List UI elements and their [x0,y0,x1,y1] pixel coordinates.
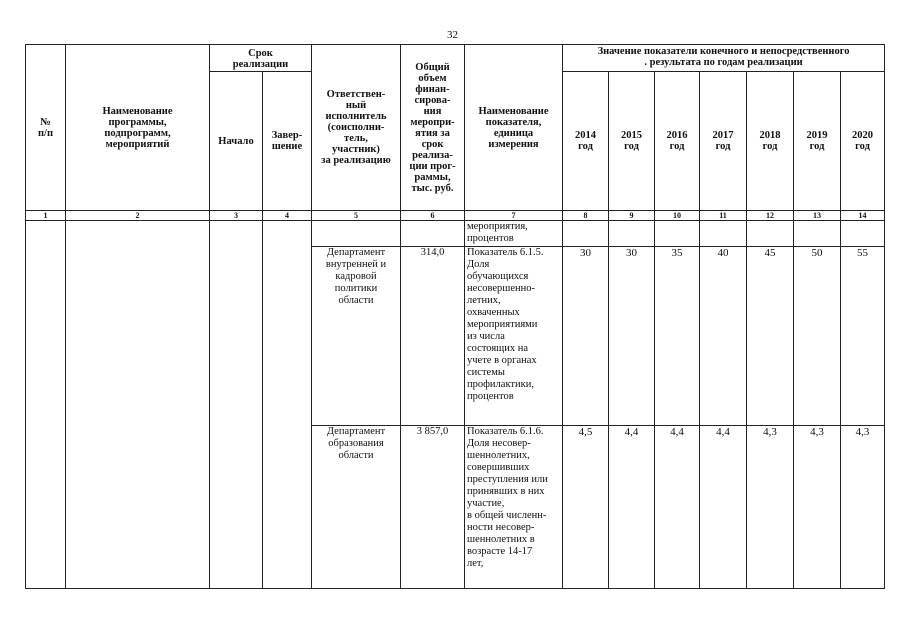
header-term: Срок реализации [210,45,312,72]
page-number: 32 [447,29,458,41]
row-value: 55 [841,247,885,426]
header-start: Начало [210,72,263,211]
row-value: 45 [747,247,794,426]
column-number-row [26,211,885,221]
cell-no-empty [26,221,66,589]
column-number: 1 [26,211,66,221]
header-volume: Общий объем финан- сирова- ния меропри- ятия за срок реализа- ции прог- раммы, тыс. руб. [401,45,465,211]
row-indicator: мероприятия, процентов [465,221,563,247]
table-row [26,221,885,247]
column-number: 5 [312,211,401,221]
header-year: 2019 год [794,72,841,211]
header-year: 2017 год [700,72,747,211]
row-value: 4,3 [794,426,841,589]
row-value [563,221,609,247]
row-value: 30 [563,247,609,426]
row-volume [401,221,465,247]
column-number: 9 [609,211,655,221]
row-value [655,221,700,247]
row-value: 35 [655,247,700,426]
row-value [609,221,655,247]
column-number: 4 [263,211,312,221]
column-number: 8 [563,211,609,221]
column-number: 3 [210,211,263,221]
row-value: 40 [700,247,747,426]
row-value [794,221,841,247]
program-table [25,44,885,589]
cell-end-empty [263,221,312,589]
header-end: Завер- шение [263,72,312,211]
header-name: Наименование программы, подпрограмм, мероприятий [66,45,210,211]
header-year: 2015 год [609,72,655,211]
row-value: 4,4 [700,426,747,589]
header-year: 2020 год [841,72,885,211]
row-volume: 314,0 [401,247,465,426]
column-number: 2 [66,211,210,221]
row-value: 30 [609,247,655,426]
cell-name-empty [66,221,210,589]
column-number: 13 [794,211,841,221]
row-value [747,221,794,247]
row-value: 4,3 [747,426,794,589]
row-value: 4,4 [609,426,655,589]
header-indicator: Наименование показателя, единица измерения [465,45,563,211]
column-number: 11 [700,211,747,221]
row-executor: Департамент образования области [312,426,401,589]
column-number: 7 [465,211,563,221]
header-year: 2014 год [563,72,609,211]
header-year: 2016 год [655,72,700,211]
column-number: 14 [841,211,885,221]
row-indicator: Показатель 6.1.5. Доля обучающихся несовершенно- летних, охваченных мероприятиями из числа состоящих на учете в органах системы профилактики, процентов [465,247,563,426]
header-no: № п/п [26,45,66,211]
row-value [700,221,747,247]
column-number: 6 [401,211,465,221]
row-value: 50 [794,247,841,426]
column-number: 10 [655,211,700,221]
row-executor: Департамент внутренней и кадровой политики области [312,247,401,426]
header-row-1 [26,45,885,72]
row-volume: 3 857,0 [401,426,465,589]
row-value: 4,5 [563,426,609,589]
row-value: 4,3 [841,426,885,589]
row-value [841,221,885,247]
column-number: 12 [747,211,794,221]
cell-start-empty [210,221,263,589]
header-values-group: Значение показатели конечного и непосредственного . результата по годам реализации [563,45,885,72]
header-executor: Ответствен- ный исполнитель (соисполни- тель, участник) за реализацию [312,45,401,211]
row-value: 4,4 [655,426,700,589]
row-executor [312,221,401,247]
header-year: 2018 год [747,72,794,211]
row-indicator: Показатель 6.1.6. Доля несовер- шеннолетних, совершивших преступления или принявших в них участие, в общей численн- ности несовер- шеннолетних в возрасте 14-17 лет, [465,426,563,589]
